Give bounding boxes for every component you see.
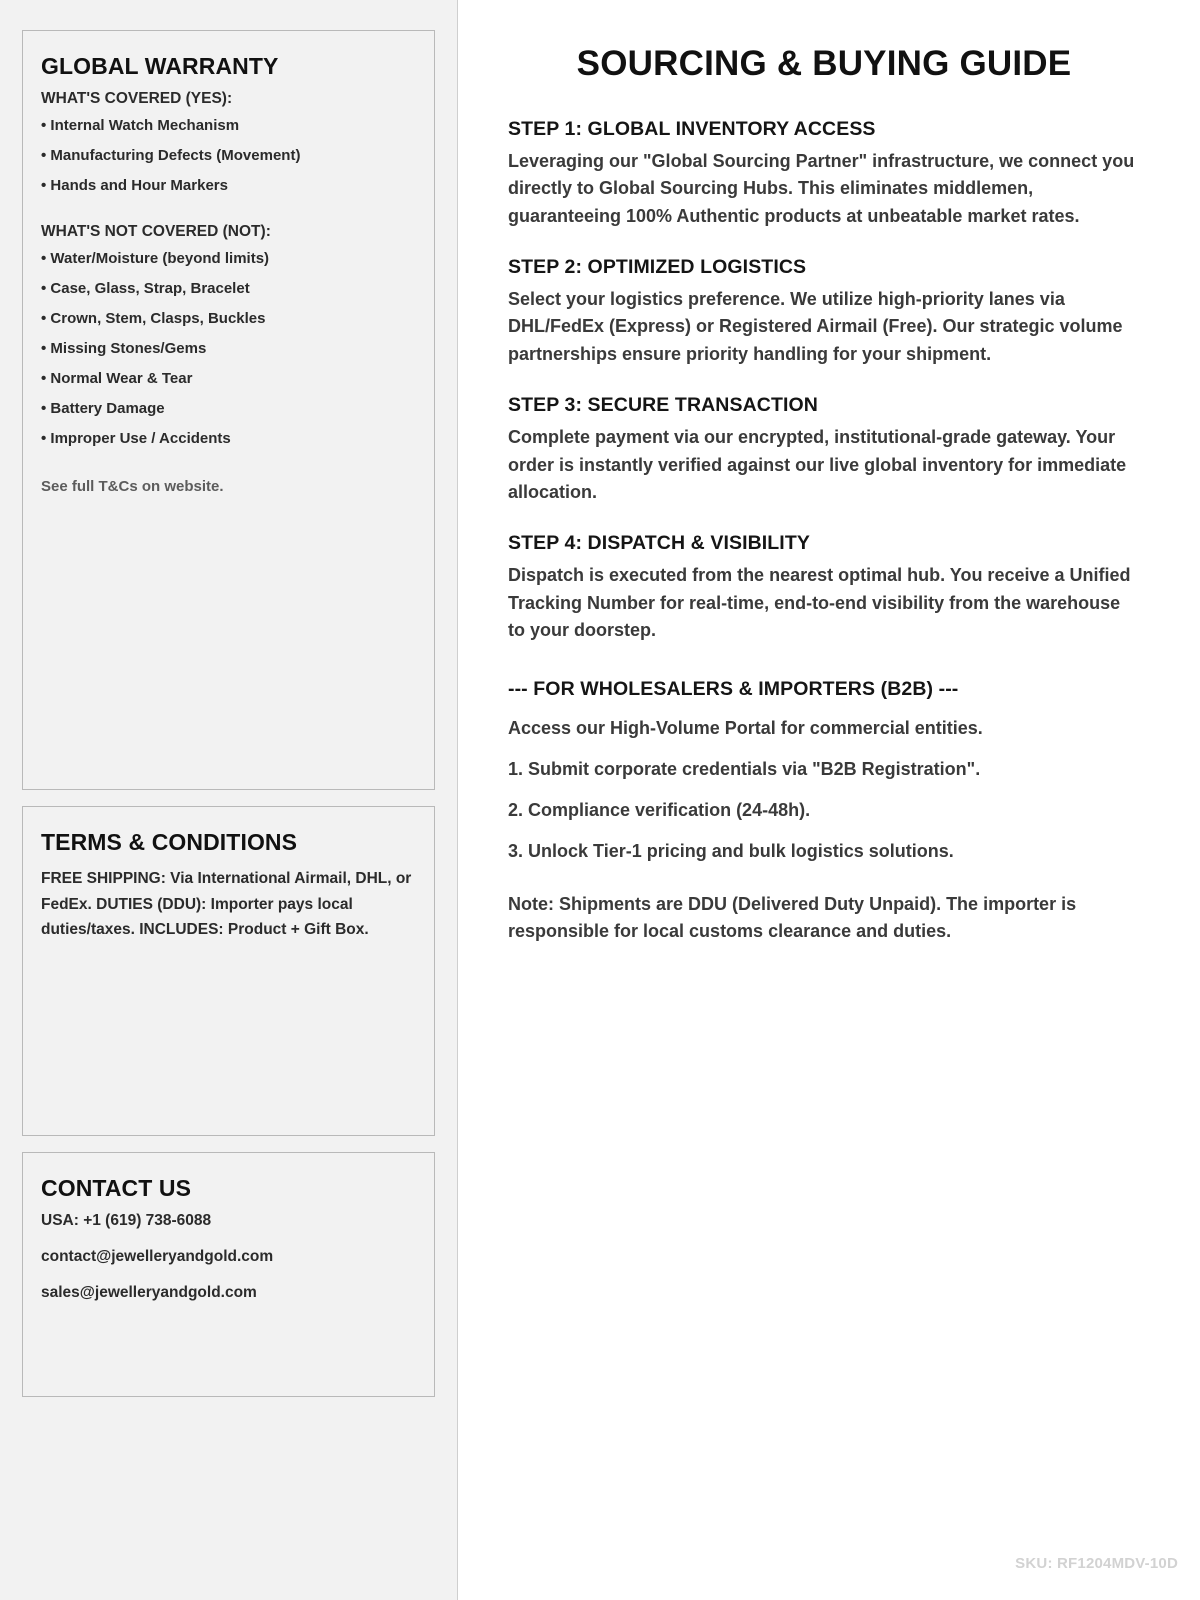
b2b-line: Access our High-Volume Portal for commercial entities. — [508, 718, 983, 739]
contact-email-primary[interactable]: contact@jewelleryandgold.com — [41, 1248, 274, 1265]
contact-phone[interactable]: USA: +1 (619) 738-6088 — [41, 1212, 212, 1229]
b2b-section-title: --- FOR WHOLESALERS & IMPORTERS (B2B) --- — [508, 678, 959, 701]
step-body: Leveraging our "Global Sourcing Partner" infrastructure, we connect you directly to Global Sourcing Hubs. This eliminates middlemen, guaranteeing 100% Authentic products at unbeatable market rates. — [508, 151, 1135, 226]
step-title: STEP 1: GLOBAL INVENTORY ACCESS — [508, 118, 876, 140]
terms-title: TERMS & CONDITIONS — [41, 829, 298, 855]
sku-label: SKU: RF1204MDV-10D — [1015, 1555, 1178, 1572]
step-title: STEP 3: SECURE TRANSACTION — [508, 394, 818, 417]
b2b-line: 1. Submit corporate credentials via "B2B Registration". — [508, 759, 981, 780]
b2b-note: Note: Shipments are DDU (Delivered Duty Unpaid). The importer is responsible for local customs clearance and duties. — [508, 894, 1077, 942]
left-sidebar — [0, 0, 458, 1600]
list-item: • Battery Damage — [41, 400, 165, 417]
guide-step-4 — [508, 532, 1140, 644]
list-item: • Crown, Stem, Clasps, Buckles — [41, 310, 266, 327]
guide-step-1 — [508, 118, 1140, 230]
main-content — [458, 0, 1200, 1600]
step-body: Complete payment via our encrypted, institutional-grade gateway. Your order is instantly verified against our live global inventory for immediate allocation. — [508, 427, 1127, 502]
guide-step-3 — [508, 394, 1140, 506]
step-title: STEP 4: DISPATCH & VISIBILITY — [508, 532, 810, 555]
page-title: SOURCING & BUYING GUIDE — [576, 44, 1072, 83]
contact-email-sales[interactable]: sales@jewelleryandgold.com — [41, 1284, 257, 1301]
contact-title: CONTACT US — [41, 1175, 192, 1201]
list-item: • Internal Watch Mechanism — [41, 117, 240, 134]
contact-us-panel — [22, 1152, 435, 1397]
warranty-footnote: See full T&Cs on website. — [41, 478, 224, 495]
terms-and-conditions-panel — [22, 806, 435, 1136]
list-item: • Missing Stones/Gems — [41, 340, 207, 357]
whats-covered-heading: WHAT'S COVERED (YES): — [41, 90, 233, 107]
list-item: • Case, Glass, Strap, Bracelet — [41, 280, 250, 297]
whats-not-covered-heading: WHAT'S NOT COVERED (NOT): — [41, 223, 271, 240]
list-item: • Water/Moisture (beyond limits) — [41, 250, 270, 267]
b2b-line: 3. Unlock Tier-1 pricing and bulk logistics solutions. — [508, 841, 954, 862]
list-item: • Improper Use / Accidents — [41, 430, 231, 447]
step-body: Select your logistics preference. We utilize high-priority lanes via DHL/FedEx (Express) or Registered Airmail (Free). Our strategic volume partnerships ensure priority handling for your shipment. — [508, 289, 1123, 364]
step-body: Dispatch is executed from the nearest optimal hub. You receive a Unified Tracking Number for real-time, end-to-end visibility from the warehouse to your doorstep. — [508, 565, 1131, 640]
global-warranty-panel — [22, 30, 435, 790]
list-item: • Manufacturing Defects (Movement) — [41, 147, 301, 164]
terms-body: FREE SHIPPING: Via International Airmail, DHL, or FedEx. DUTIES (DDU): Importer pays local duties/taxes. INCLUDES: Product + Gift Box. — [41, 870, 412, 939]
list-item: • Normal Wear & Tear — [41, 370, 193, 387]
step-title: STEP 2: OPTIMIZED LOGISTICS — [508, 256, 807, 279]
global-warranty-title: GLOBAL WARRANTY — [41, 53, 279, 79]
guide-step-2 — [508, 256, 1140, 368]
b2b-line: 2. Compliance verification (24-48h). — [508, 800, 811, 821]
list-item: • Hands and Hour Markers — [41, 177, 228, 194]
